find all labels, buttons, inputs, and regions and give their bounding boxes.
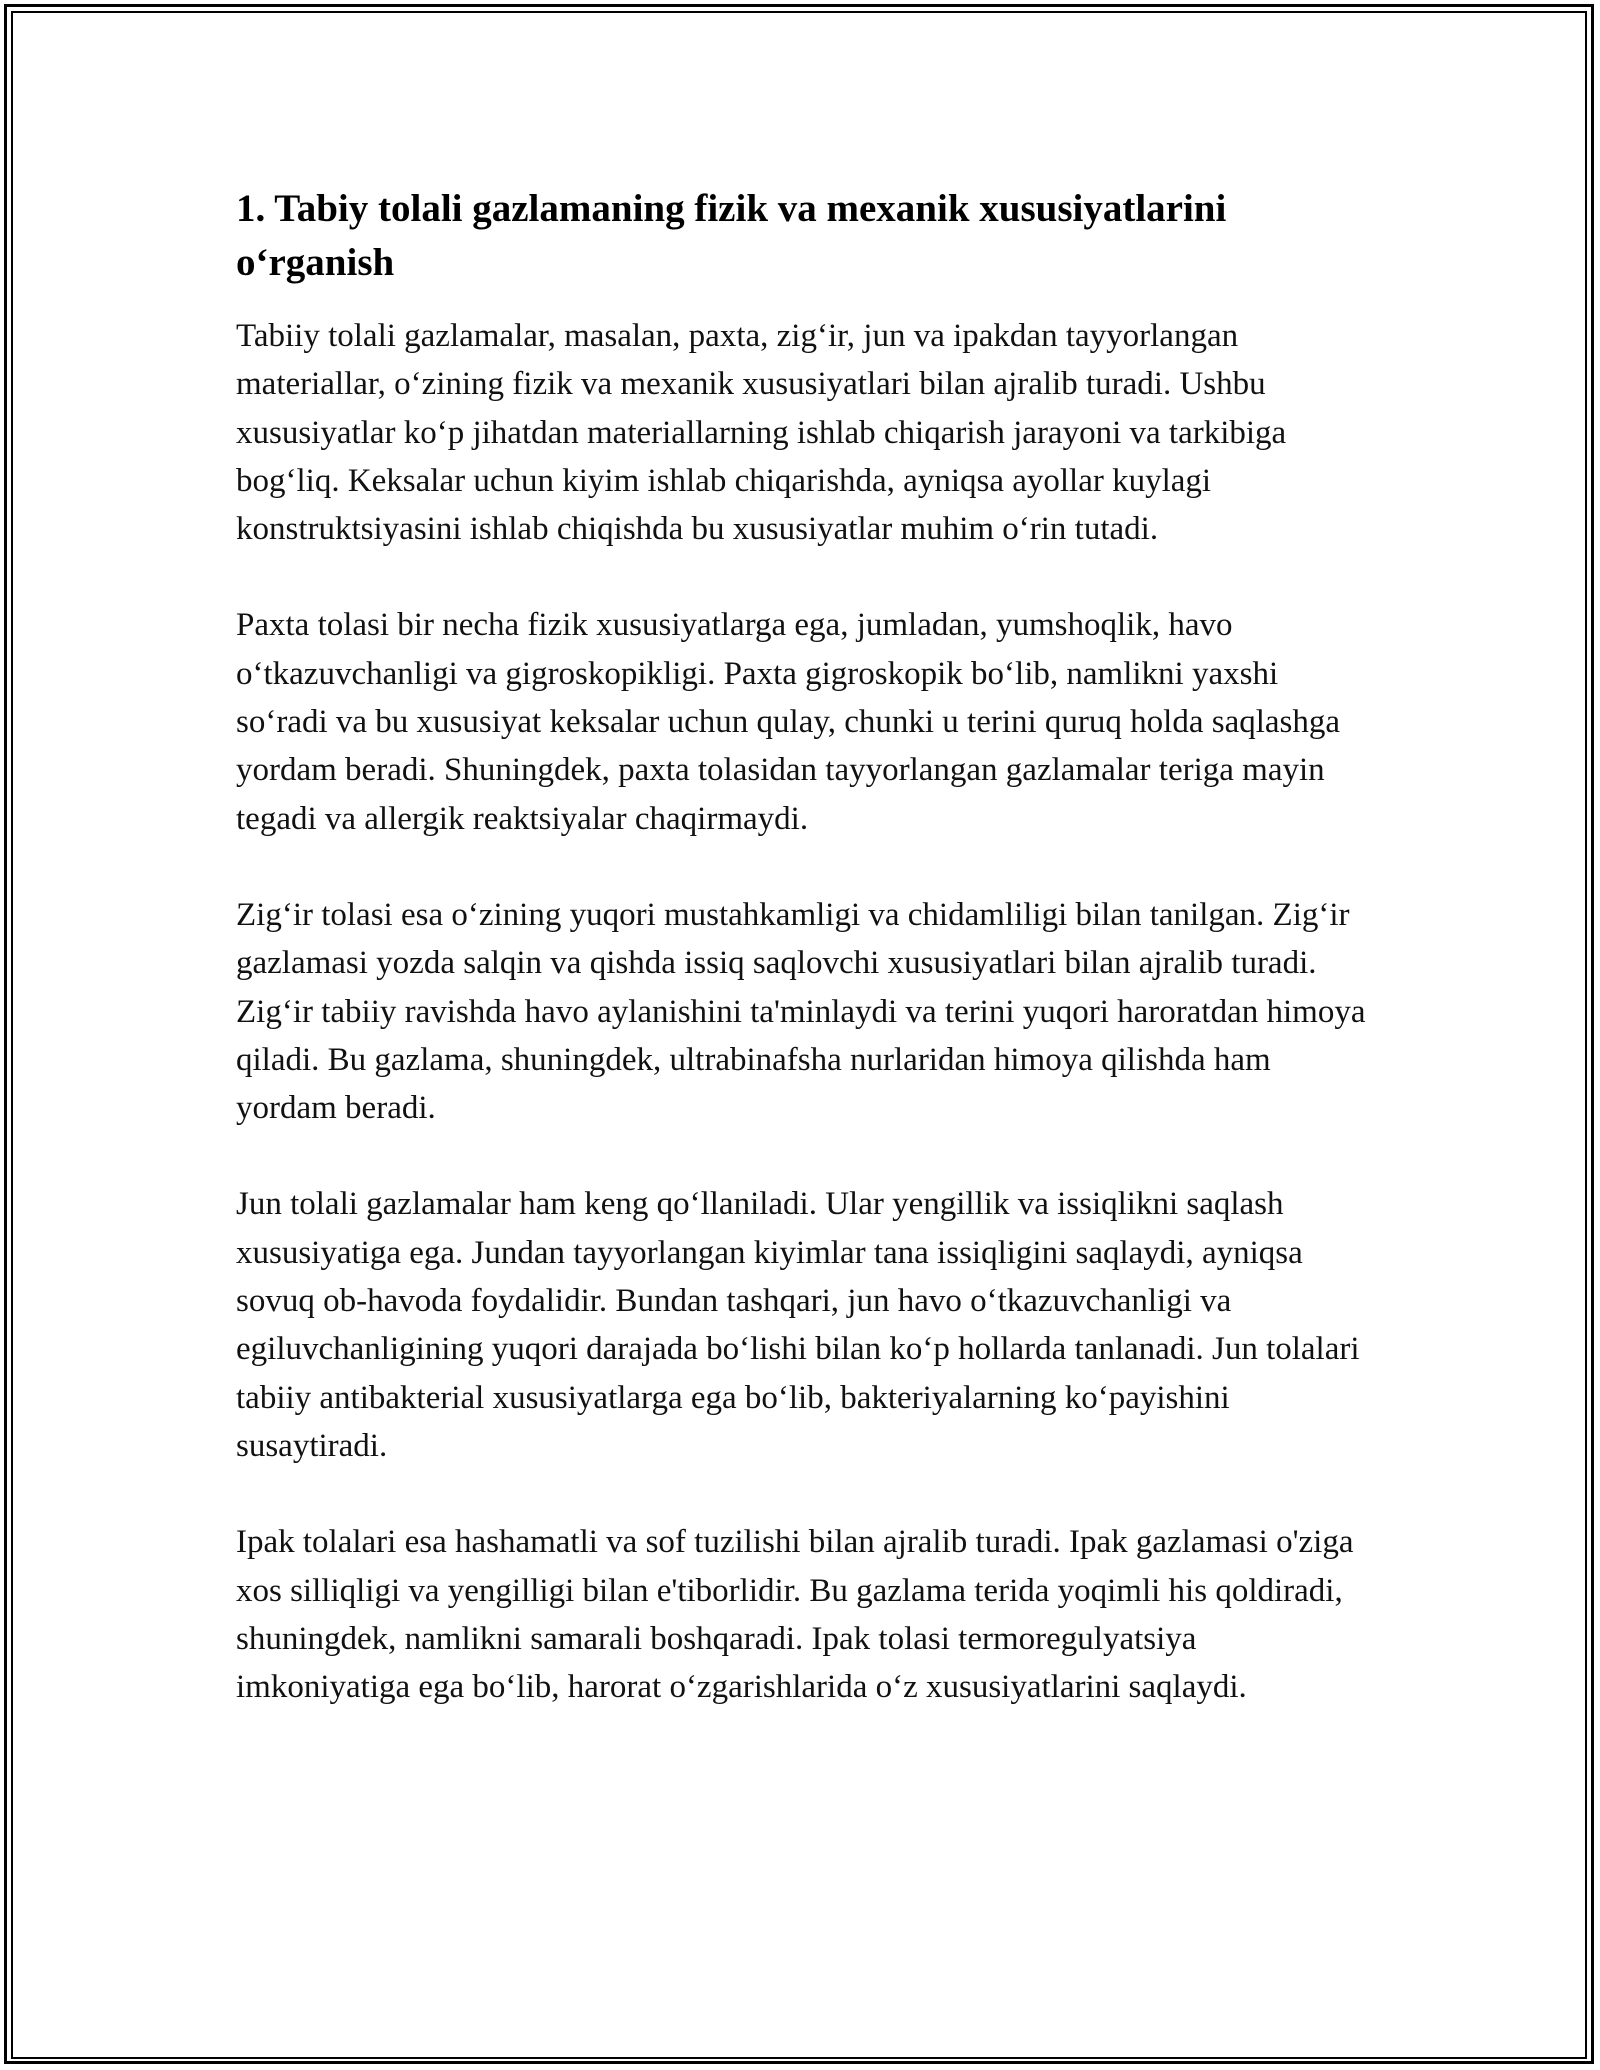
document-body [236, 182, 1376, 1759]
paragraph-linen: Zig‘ir tolasi esa o‘zining yuqori mustahkamligi va chidamliligi bilan tanilgan. Zig‘ir gazlamasi yozda salqin va qishda issiq saqlovchi xususiyatlari bilan ajralib turadi. Zig‘ir tabiiy ravishda havo aylanishini ta'minlaydi va terini yuqori haroratdan himoya qiladi. Bu gazlama, shuningdek, ultrabinafsha nurlaridan himoya qilishda ham yordam beradi. [236, 896, 1366, 1127]
paragraph-silk: Ipak tolalari esa hashamatli va sof tuzilishi bilan ajralib turadi. Ipak gazlamasi o'ziga xos silliqligi va yengilligi bilan e'tiborlidir. Bu gazlama terida yoqimli his qoldiradi, shuningdek, namlikni samarali boshqaradi. Ipak tolasi termoregulyatsiya imkoniyatiga ega bo‘lib, harorat o‘zgarishlarida o‘z xususiyatlarini saqlaydi. [236, 1524, 1354, 1706]
paragraph-wool: Jun tolali gazlamalar ham keng qo‘llaniladi. Ular yengillik va issiqlikni saqlash xususiyatiga ega. Jundan tayyorlangan kiyimlar tana issiqligini saqlaydi, ayniqsa sovuq ob-havoda foydalidir. Bundan tashqari, jun havo o‘tkazuvchanligi va egiluvchanligining yuqori darajada bo‘lishi bilan ko‘p hollarda tanlanadi. Jun tolalari tabiiy antibakterial xususiyatlarga ega bo‘lib, bakteriyalarning ko‘payishini susaytiradi. [236, 1186, 1360, 1464]
paragraph-cotton: Paxta tolasi bir necha fizik xususiyatlarga ega, jumladan, yumshoqlik, havo o‘tkazuvchanligi va gigroskopikligi. Paxta gigroskopik bo‘lib, namlikni yaxshi so‘radi va bu xususiyat keksalar uchun qulay, chunki u terini quruq holda saqlashga yordam beradi. Shuningdek, paxta tolasidan tayyorlangan gazlamalar teriga mayin tegadi va allergik reaktsiyalar chaqirmaydi. [236, 607, 1341, 837]
paragraph-intro: Tabiiy tolali gazlamalar, masalan, paxta, zig‘ir, jun va ipakdan tayyorlangan materiallar, o‘zining fizik va mexanik xususiyatlari bilan ajralib turadi. Ushbu xususiyatlar ko‘p jihatdan materiallarning ishlab chiqarish jarayoni va tarkibiga bog‘liq. Keksalar uchun kiyim ishlab chiqarishda, ayniqsa ayollar kuylagi konstruktsiyasini ishlab chiqishda bu xususiyatlar muhim o‘rin tutadi. [236, 318, 1287, 548]
document-title: 1. Tabiy tolali gazlamaning fizik va mexanik xususiyatlarini o‘rganish [236, 187, 1227, 284]
